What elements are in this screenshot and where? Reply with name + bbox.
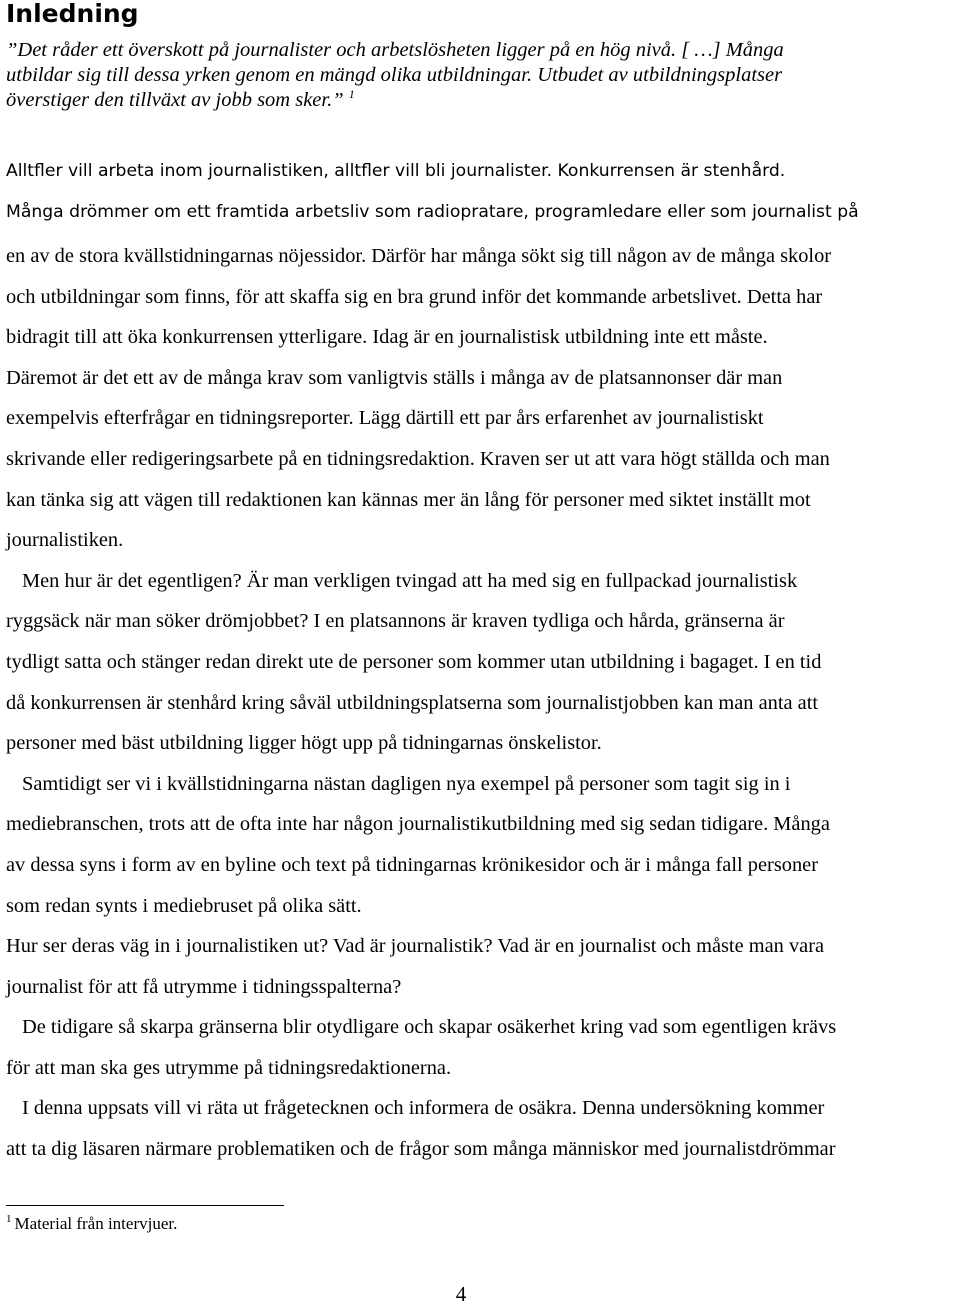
body-line: mediebranschen, trots att de ofta inte har någon journalistikutbildning med sig sedan tidigare. Många <box>6 813 830 836</box>
quote-line-text: överstiger den tillväxt av jobb som sker.” <box>6 89 344 111</box>
body-line: bidragit till att öka konkurrensen ytterligare. Idag är en journalistisk utbildning inte ett måste. <box>6 326 768 349</box>
footnote-number: 1 <box>6 1213 12 1226</box>
body-line: I denna uppsats vill vi räta ut frågeteckne​n och informera de osäkra. Denna undersökning kommer <box>22 1097 825 1120</box>
body-line: De tidigare så skarpa gränserna blir otydligare och skapar osäkerhet kring vad som egentligen krävs <box>22 1016 837 1039</box>
quote-line <box>6 88 946 113</box>
body-line: journalist för att få utrymme i tidningsspalterna? <box>6 975 402 998</box>
page-number: 4 <box>455 1282 467 1306</box>
body-text <box>6 236 958 1170</box>
body-line: Samtidigt ser vi i kvällstidningarna nästan dagligen nya exempel på personer som tagit sig in i <box>22 772 791 795</box>
quote-line: ”Det råder ett överskott på journalister och arbetslösheten ligger på en hög nivå. [ …] Många <box>6 39 784 61</box>
footnote-reference[interactable]: 1 <box>348 87 355 102</box>
paragraph-line: Alltfler vill arbeta inom journalistiken, alltfler vill bli journalister. Konkurrensen är stenhård. <box>6 161 786 181</box>
body-line: Hur ser deras väg in i journalistiken ut? Vad är journalistik? Vad är en journalist och måste man vara <box>6 935 825 958</box>
footnote <box>6 1213 177 1235</box>
body-line: Däremot är det ett av de många krav som vanligtvis ställs i många av de platsannonser där man <box>6 366 783 389</box>
body-line: skrivande eller redigeringsarbete på en tidningsredaktion. Kraven ser ut att vara högt ställda och man <box>6 447 830 470</box>
section-heading: Inledning <box>6 0 139 28</box>
body-line: att ta dig läsaren närmare problematiken och de frågor som många människor med journalistdrömmar <box>6 1138 836 1161</box>
body-line: då konkurrensen är stenhård kring såväl utbildningsplatserna som journalistjobben kan man anta att <box>6 691 819 714</box>
body-line: journalistiken. <box>6 529 124 552</box>
quote-line: utbildar sig till dessa yrken genom en mängd olika utbildningar. Utbudet av utbildningsplatser <box>6 64 783 86</box>
body-line: tydligt satta och stänger redan direkt ute de personer som kommer utan utbildning i bagaget. I en tid <box>6 650 822 673</box>
footnote-separator <box>6 1205 284 1206</box>
paragraph-line: Många drömmer om ett framtida arbetsliv som radiopratare, programledare eller som journalist på <box>6 202 859 222</box>
body-line: exempelvis efterfrågar en tidningsreporter. Lägg därtill ett par års erfarenhet av journalistiskt <box>6 407 764 430</box>
body-line: en av de stora kvällstidningarnas nöjessidor. Därför har många sökt sig till någon av de många skolor <box>6 245 832 267</box>
block-quote <box>6 38 946 113</box>
body-line: personer med bäst utbildning ligger högt upp på tidningarnas önskelistor. <box>6 732 602 755</box>
body-line: som redan synts i mediebruset på olika sätt. <box>6 894 362 917</box>
body-line: ryggsäck när man söker drömjobbet? I en platsannons är kraven tydliga och hårda, gränserna är <box>6 610 785 633</box>
footnote-text: Material från intervjuer. <box>14 1214 178 1233</box>
body-line: kan tänka sig att vägen till redaktionen kan kännas mer än lång för personer med siktet inställt mot <box>6 488 811 511</box>
body-line: av dessa syns i form av en byline och text på tidningarnas krönikesidor och är i många fall personer <box>6 853 818 876</box>
body-line: för att man ska ges utrymme på tidningsredaktionerna. <box>6 1056 452 1079</box>
body-line: Men hur är det egentligen? Är man verkligen tvingad att ha med sig en fullpackad journalistisk <box>22 569 798 592</box>
body-line: och utbildningar som finns, för att skaffa sig en bra grund inför det kommande arbetslivet. Detta har <box>6 285 823 308</box>
